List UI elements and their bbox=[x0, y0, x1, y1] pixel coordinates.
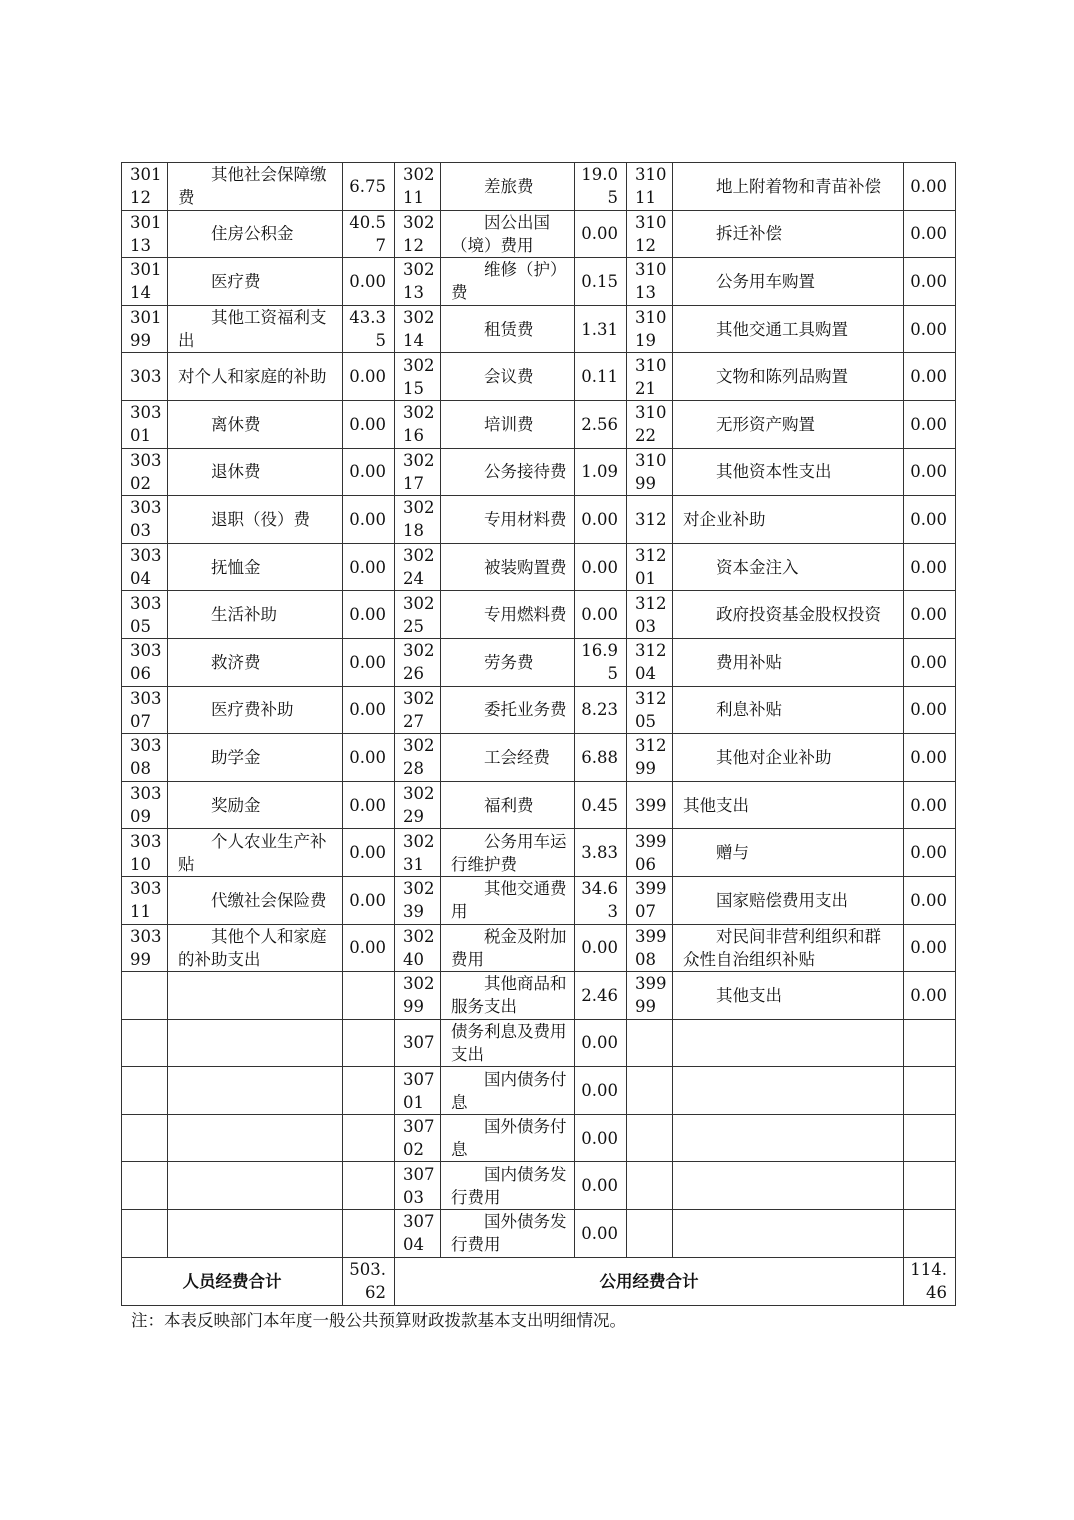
subject-name: 助学金 bbox=[168, 734, 343, 782]
subject-name: 专用材料费 bbox=[441, 496, 575, 544]
subject-code bbox=[627, 1162, 673, 1210]
amount: 0.00 bbox=[343, 686, 395, 734]
subject-name: 其他资本性支出 bbox=[673, 448, 904, 496]
amount: 0.00 bbox=[343, 829, 395, 877]
expenditure-detail-table bbox=[121, 162, 956, 1306]
amount bbox=[343, 1019, 395, 1067]
subject-code: 30199 bbox=[122, 305, 168, 353]
subject-name bbox=[168, 1067, 343, 1115]
subject-name: 奖励金 bbox=[168, 781, 343, 829]
amount: 0.00 bbox=[575, 1114, 627, 1162]
amount: 3.83 bbox=[575, 829, 627, 877]
subject-code: 31012 bbox=[627, 210, 673, 258]
subject-code: 30211 bbox=[395, 163, 441, 211]
table-row bbox=[122, 353, 956, 401]
subject-code: 30305 bbox=[122, 591, 168, 639]
subject-code: 30224 bbox=[395, 543, 441, 591]
subject-name: 其他工资福利支出 bbox=[168, 305, 343, 353]
subject-name: 其他支出 bbox=[673, 972, 904, 1020]
subject-code: 31011 bbox=[627, 163, 673, 211]
amount: 0.00 bbox=[904, 258, 956, 306]
subject-name bbox=[673, 1067, 904, 1115]
amount: 0.00 bbox=[343, 876, 395, 924]
amount: 16.95 bbox=[575, 638, 627, 686]
amount: 0.00 bbox=[575, 924, 627, 972]
subject-name: 国内债务发行费用 bbox=[441, 1162, 575, 1210]
subject-name bbox=[673, 1162, 904, 1210]
subject-name: 其他交通工具购置 bbox=[673, 305, 904, 353]
subject-code bbox=[122, 1019, 168, 1067]
table-row bbox=[122, 448, 956, 496]
amount: 0.00 bbox=[904, 163, 956, 211]
subject-code: 30299 bbox=[395, 972, 441, 1020]
amount: 0.00 bbox=[904, 638, 956, 686]
subject-code: 30214 bbox=[395, 305, 441, 353]
table-row bbox=[122, 496, 956, 544]
subject-name: 生活补助 bbox=[168, 591, 343, 639]
table-row bbox=[122, 1162, 956, 1210]
subject-code: 399 bbox=[627, 781, 673, 829]
amount: 0.00 bbox=[904, 496, 956, 544]
subject-name: 对民间非营利组织和群众性自治组织补贴 bbox=[673, 924, 904, 972]
subject-code bbox=[627, 1067, 673, 1115]
amount bbox=[904, 1210, 956, 1258]
subject-name: 委托业务费 bbox=[441, 686, 575, 734]
subject-code: 312 bbox=[627, 496, 673, 544]
public-total-value: 114.46 bbox=[904, 1257, 956, 1305]
amount bbox=[904, 1019, 956, 1067]
amount: 34.63 bbox=[575, 876, 627, 924]
amount: 0.00 bbox=[575, 543, 627, 591]
subject-code bbox=[627, 1210, 673, 1258]
subject-code: 30704 bbox=[395, 1210, 441, 1258]
subject-name bbox=[673, 1019, 904, 1067]
subject-name: 其他商品和服务支出 bbox=[441, 972, 575, 1020]
amount bbox=[343, 972, 395, 1020]
amount: 0.00 bbox=[343, 496, 395, 544]
amount: 0.00 bbox=[343, 543, 395, 591]
amount: 40.57 bbox=[343, 210, 395, 258]
subject-code: 31099 bbox=[627, 448, 673, 496]
totals-row bbox=[122, 1257, 956, 1305]
table-row bbox=[122, 591, 956, 639]
table-row bbox=[122, 1067, 956, 1115]
subject-code: 30225 bbox=[395, 591, 441, 639]
subject-code bbox=[122, 1067, 168, 1115]
subject-name: 福利费 bbox=[441, 781, 575, 829]
subject-code: 31019 bbox=[627, 305, 673, 353]
table-row bbox=[122, 210, 956, 258]
subject-code: 31203 bbox=[627, 591, 673, 639]
subject-name: 住房公积金 bbox=[168, 210, 343, 258]
subject-code: 30215 bbox=[395, 353, 441, 401]
table-row bbox=[122, 305, 956, 353]
subject-name: 地上附着物和青苗补偿 bbox=[673, 163, 904, 211]
subject-name: 代缴社会保险费 bbox=[168, 876, 343, 924]
table-row bbox=[122, 781, 956, 829]
subject-name: 利息补贴 bbox=[673, 686, 904, 734]
amount: 0.00 bbox=[904, 353, 956, 401]
subject-name: 赠与 bbox=[673, 829, 904, 877]
amount: 0.00 bbox=[343, 781, 395, 829]
subject-name: 租赁费 bbox=[441, 305, 575, 353]
subject-name: 离休费 bbox=[168, 400, 343, 448]
amount: 0.00 bbox=[904, 781, 956, 829]
amount: 0.00 bbox=[904, 305, 956, 353]
table-row bbox=[122, 972, 956, 1020]
subject-name: 维修（护）费 bbox=[441, 258, 575, 306]
amount: 0.00 bbox=[575, 591, 627, 639]
subject-code: 31022 bbox=[627, 400, 673, 448]
amount: 0.00 bbox=[904, 686, 956, 734]
subject-code bbox=[122, 1210, 168, 1258]
subject-code: 39907 bbox=[627, 876, 673, 924]
subject-code: 30213 bbox=[395, 258, 441, 306]
subject-code: 30217 bbox=[395, 448, 441, 496]
subject-code: 30229 bbox=[395, 781, 441, 829]
subject-name: 公务接待费 bbox=[441, 448, 575, 496]
subject-code bbox=[627, 1019, 673, 1067]
subject-code: 31205 bbox=[627, 686, 673, 734]
personnel-total-label: 人员经费合计 bbox=[122, 1257, 343, 1305]
amount bbox=[343, 1067, 395, 1115]
subject-name: 政府投资基金股权投资 bbox=[673, 591, 904, 639]
subject-name: 税金及附加费用 bbox=[441, 924, 575, 972]
table-row bbox=[122, 686, 956, 734]
public-total-label: 公用经费合计 bbox=[395, 1257, 904, 1305]
amount bbox=[904, 1114, 956, 1162]
subject-name: 对企业补助 bbox=[673, 496, 904, 544]
amount: 19.05 bbox=[575, 163, 627, 211]
subject-name bbox=[168, 1210, 343, 1258]
subject-name: 个人农业生产补贴 bbox=[168, 829, 343, 877]
subject-name: 其他交通费用 bbox=[441, 876, 575, 924]
amount bbox=[904, 1067, 956, 1115]
subject-code: 30301 bbox=[122, 400, 168, 448]
subject-code: 30113 bbox=[122, 210, 168, 258]
subject-code: 39906 bbox=[627, 829, 673, 877]
subject-name: 医疗费补助 bbox=[168, 686, 343, 734]
subject-code: 31204 bbox=[627, 638, 673, 686]
table-row bbox=[122, 638, 956, 686]
subject-name: 专用燃料费 bbox=[441, 591, 575, 639]
amount: 43.35 bbox=[343, 305, 395, 353]
amount: 8.23 bbox=[575, 686, 627, 734]
subject-name: 其他对企业补助 bbox=[673, 734, 904, 782]
subject-code bbox=[122, 1114, 168, 1162]
amount: 0.00 bbox=[904, 734, 956, 782]
amount bbox=[904, 1162, 956, 1210]
amount: 0.00 bbox=[343, 638, 395, 686]
subject-name: 其他个人和家庭的补助支出 bbox=[168, 924, 343, 972]
amount: 0.45 bbox=[575, 781, 627, 829]
subject-name: 公务用车运行维护费 bbox=[441, 829, 575, 877]
table-note: 注：本表反映部门本年度一般公共预算财政拨款基本支出明细情况。 bbox=[131, 1311, 626, 1330]
subject-name: 因公出国（境）费用 bbox=[441, 210, 575, 258]
amount: 0.00 bbox=[904, 829, 956, 877]
subject-name: 工会经费 bbox=[441, 734, 575, 782]
subject-code: 30702 bbox=[395, 1114, 441, 1162]
amount: 1.09 bbox=[575, 448, 627, 496]
amount: 0.00 bbox=[343, 448, 395, 496]
amount: 0.00 bbox=[904, 400, 956, 448]
table-row bbox=[122, 163, 956, 211]
table-row bbox=[122, 876, 956, 924]
subject-name bbox=[168, 972, 343, 1020]
subject-name: 会议费 bbox=[441, 353, 575, 401]
amount: 0.00 bbox=[904, 876, 956, 924]
subject-code: 30228 bbox=[395, 734, 441, 782]
amount: 0.11 bbox=[575, 353, 627, 401]
subject-name: 培训费 bbox=[441, 400, 575, 448]
subject-code: 303 bbox=[122, 353, 168, 401]
personnel-total-value: 503.62 bbox=[343, 1257, 395, 1305]
subject-name: 退休费 bbox=[168, 448, 343, 496]
subject-code: 31013 bbox=[627, 258, 673, 306]
subject-name: 差旅费 bbox=[441, 163, 575, 211]
subject-name bbox=[673, 1114, 904, 1162]
subject-code: 30240 bbox=[395, 924, 441, 972]
amount: 0.00 bbox=[904, 543, 956, 591]
subject-name: 债务利息及费用支出 bbox=[441, 1019, 575, 1067]
subject-code: 30703 bbox=[395, 1162, 441, 1210]
amount: 0.00 bbox=[343, 591, 395, 639]
subject-code: 30114 bbox=[122, 258, 168, 306]
table-row bbox=[122, 543, 956, 591]
subject-name: 国外债务付息 bbox=[441, 1114, 575, 1162]
amount: 0.00 bbox=[343, 400, 395, 448]
table-row bbox=[122, 829, 956, 877]
subject-name: 其他社会保障缴费 bbox=[168, 163, 343, 211]
amount bbox=[343, 1114, 395, 1162]
subject-code: 30310 bbox=[122, 829, 168, 877]
subject-name: 资本金注入 bbox=[673, 543, 904, 591]
subject-name bbox=[168, 1162, 343, 1210]
subject-code: 30227 bbox=[395, 686, 441, 734]
subject-code: 39999 bbox=[627, 972, 673, 1020]
subject-name: 医疗费 bbox=[168, 258, 343, 306]
subject-code: 30239 bbox=[395, 876, 441, 924]
subject-code: 30304 bbox=[122, 543, 168, 591]
subject-code: 31299 bbox=[627, 734, 673, 782]
amount: 0.00 bbox=[575, 210, 627, 258]
table-row bbox=[122, 1210, 956, 1258]
amount: 0.00 bbox=[904, 210, 956, 258]
amount bbox=[343, 1210, 395, 1258]
subject-name: 公务用车购置 bbox=[673, 258, 904, 306]
subject-name: 国家赔偿费用支出 bbox=[673, 876, 904, 924]
subject-code: 31201 bbox=[627, 543, 673, 591]
subject-name: 其他支出 bbox=[673, 781, 904, 829]
subject-name: 被装购置费 bbox=[441, 543, 575, 591]
amount: 0.00 bbox=[904, 591, 956, 639]
subject-name: 国内债务付息 bbox=[441, 1067, 575, 1115]
subject-name: 费用补贴 bbox=[673, 638, 904, 686]
amount: 0.00 bbox=[343, 353, 395, 401]
amount: 0.00 bbox=[343, 734, 395, 782]
amount: 0.15 bbox=[575, 258, 627, 306]
amount: 0.00 bbox=[904, 924, 956, 972]
amount: 0.00 bbox=[575, 496, 627, 544]
subject-code: 30309 bbox=[122, 781, 168, 829]
subject-name: 对个人和家庭的补助 bbox=[168, 353, 343, 401]
table-row bbox=[122, 734, 956, 782]
table-row bbox=[122, 1114, 956, 1162]
table-row bbox=[122, 1019, 956, 1067]
subject-code: 30302 bbox=[122, 448, 168, 496]
amount: 1.31 bbox=[575, 305, 627, 353]
subject-name: 文物和陈列品购置 bbox=[673, 353, 904, 401]
subject-code: 307 bbox=[395, 1019, 441, 1067]
amount: 0.00 bbox=[343, 924, 395, 972]
subject-code: 30311 bbox=[122, 876, 168, 924]
subject-code: 30303 bbox=[122, 496, 168, 544]
amount: 2.46 bbox=[575, 972, 627, 1020]
subject-code bbox=[627, 1114, 673, 1162]
subject-code: 31021 bbox=[627, 353, 673, 401]
subject-name bbox=[168, 1114, 343, 1162]
subject-code: 30399 bbox=[122, 924, 168, 972]
subject-code: 30231 bbox=[395, 829, 441, 877]
amount bbox=[343, 1162, 395, 1210]
amount: 0.00 bbox=[904, 972, 956, 1020]
amount: 0.00 bbox=[343, 258, 395, 306]
table-row bbox=[122, 924, 956, 972]
subject-code: 39908 bbox=[627, 924, 673, 972]
subject-name: 拆迁补偿 bbox=[673, 210, 904, 258]
subject-code: 30212 bbox=[395, 210, 441, 258]
subject-name: 抚恤金 bbox=[168, 543, 343, 591]
table-row bbox=[122, 400, 956, 448]
amount: 0.00 bbox=[904, 448, 956, 496]
subject-name bbox=[168, 1019, 343, 1067]
amount: 0.00 bbox=[575, 1019, 627, 1067]
amount: 0.00 bbox=[575, 1210, 627, 1258]
amount: 2.56 bbox=[575, 400, 627, 448]
subject-code: 30306 bbox=[122, 638, 168, 686]
subject-code bbox=[122, 1162, 168, 1210]
table-body bbox=[122, 163, 956, 1258]
subject-code: 30216 bbox=[395, 400, 441, 448]
subject-code: 30701 bbox=[395, 1067, 441, 1115]
subject-name: 劳务费 bbox=[441, 638, 575, 686]
subject-code: 30308 bbox=[122, 734, 168, 782]
subject-name: 无形资产购置 bbox=[673, 400, 904, 448]
amount: 6.88 bbox=[575, 734, 627, 782]
subject-name bbox=[673, 1210, 904, 1258]
subject-code: 30226 bbox=[395, 638, 441, 686]
subject-code: 30218 bbox=[395, 496, 441, 544]
subject-name: 退职（役）费 bbox=[168, 496, 343, 544]
subject-code bbox=[122, 972, 168, 1020]
amount: 6.75 bbox=[343, 163, 395, 211]
subject-name: 救济费 bbox=[168, 638, 343, 686]
subject-code: 30307 bbox=[122, 686, 168, 734]
subject-code: 30112 bbox=[122, 163, 168, 211]
amount: 0.00 bbox=[575, 1067, 627, 1115]
amount: 0.00 bbox=[575, 1162, 627, 1210]
subject-name: 国外债务发行费用 bbox=[441, 1210, 575, 1258]
table-row bbox=[122, 258, 956, 306]
